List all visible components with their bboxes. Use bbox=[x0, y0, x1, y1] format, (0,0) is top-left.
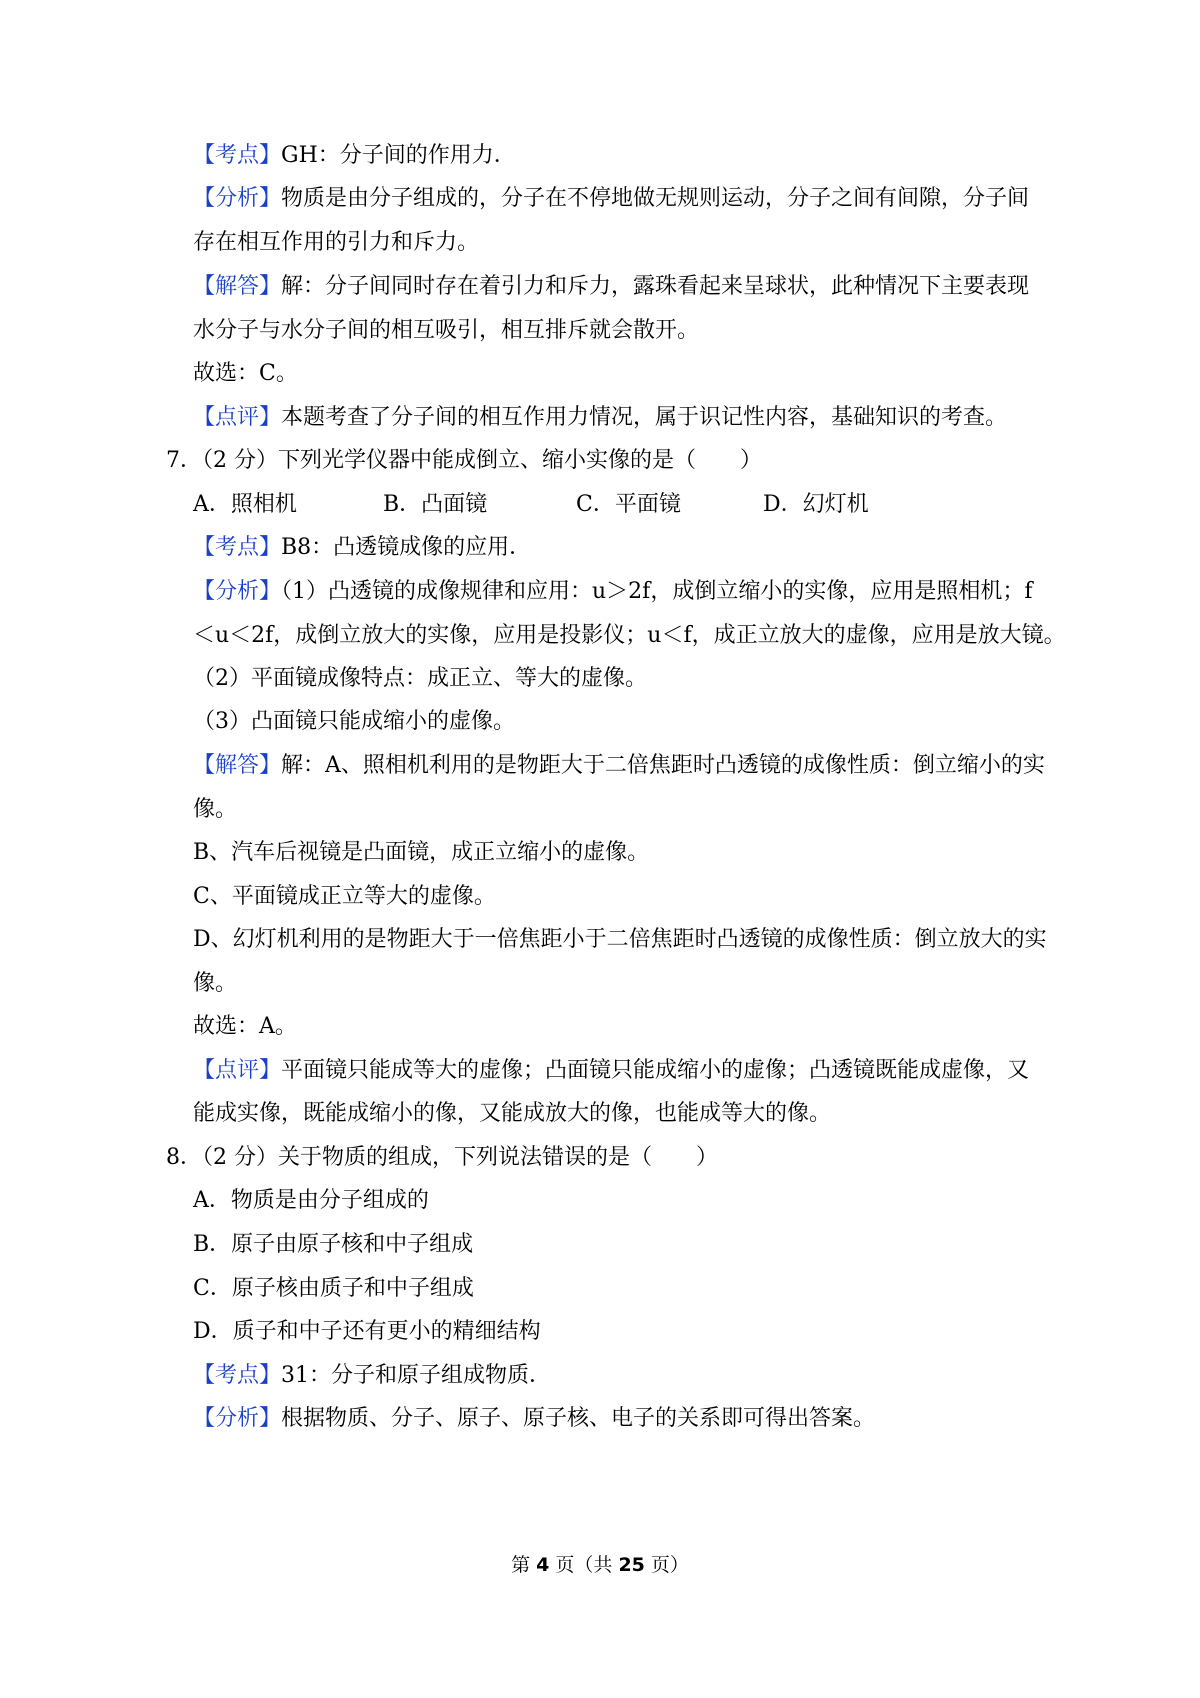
footer-suffix: 页） bbox=[644, 1554, 689, 1576]
text-line bbox=[193, 141, 516, 171]
option-a: A．照相机 bbox=[193, 492, 297, 517]
text-line bbox=[193, 1274, 474, 1304]
text-line bbox=[193, 1317, 541, 1347]
line-text: 根据物质、分子、原子、原子核、电子的关系即可得出答案。 bbox=[281, 1406, 876, 1431]
line-text: 平面镜只能成等大的虚像；凸面镜只能成缩小的虚像；凸透镜既能成虚像，又 bbox=[281, 1058, 1030, 1083]
line-text: 解：分子间同时存在着引力和斥力，露珠看起来呈球状，此种情况下主要表现 bbox=[281, 274, 1030, 299]
page-footer bbox=[0, 1552, 1200, 1578]
line-text: （2）平面镜成像特点：成正立、等大的虚像。 bbox=[193, 666, 647, 691]
text-line bbox=[193, 533, 531, 563]
line-text: A．物质是由分子组成的 bbox=[193, 1188, 429, 1213]
line-text: 存在相互作用的引力和斥力。 bbox=[193, 230, 480, 255]
text-line bbox=[193, 403, 1007, 433]
text-line bbox=[193, 1404, 875, 1434]
text-line bbox=[166, 1143, 718, 1173]
text-line bbox=[193, 1361, 551, 1391]
text-line bbox=[193, 751, 1045, 781]
text-line bbox=[193, 795, 237, 825]
text-line bbox=[193, 621, 1066, 651]
line-text: （3）凸面镜只能成缩小的虚像。 bbox=[193, 709, 515, 734]
text-line bbox=[166, 446, 762, 476]
line-text: 本题考查了分子间的相互作用力情况，属于识记性内容，基础知识的考查。 bbox=[281, 405, 1008, 430]
footer-prefix: 第 bbox=[511, 1554, 537, 1576]
section-tag: 【解答】 bbox=[193, 274, 282, 299]
section-tag: 【分析】 bbox=[193, 1406, 282, 1431]
line-text: B、汽车后视镜是凸面镜，成正立缩小的虚像。 bbox=[193, 840, 650, 865]
section-tag: 【分析】 bbox=[193, 186, 282, 211]
text-line bbox=[193, 184, 1029, 214]
line-text: 像。 bbox=[193, 971, 238, 996]
line-text: D．质子和中子还有更小的精细结构 bbox=[193, 1319, 541, 1344]
option-d: D．幻灯机 bbox=[763, 492, 869, 517]
line-text: 像。 bbox=[193, 797, 238, 822]
text-line bbox=[193, 1230, 473, 1260]
text-line bbox=[193, 707, 515, 737]
text-line bbox=[193, 925, 1047, 955]
footer-total-pages: 25 bbox=[618, 1554, 645, 1576]
section-tag: 【考点】 bbox=[193, 143, 282, 168]
line-text: （1）凸透镜的成像规律和应用：u＞2f，成倒立缩小的实像，应用是照相机；f bbox=[281, 579, 1033, 604]
line-text: B．原子由原子核和中子组成 bbox=[193, 1232, 474, 1257]
line-text: 能成实像，既能成缩小的像，又能成放大的像，也能成等大的像。 bbox=[193, 1101, 832, 1126]
text-line bbox=[193, 1012, 297, 1042]
section-tag: 【解答】 bbox=[193, 753, 282, 778]
text-line bbox=[193, 272, 1029, 302]
footer-page-number: 4 bbox=[536, 1554, 550, 1576]
section-tag: 【点评】 bbox=[193, 1058, 282, 1083]
option-b: B．凸面镜 bbox=[383, 492, 488, 517]
section-tag: 【点评】 bbox=[193, 405, 282, 430]
text-line bbox=[193, 228, 479, 258]
line-text: GH：分子间的作用力． bbox=[281, 143, 516, 168]
text-line bbox=[193, 664, 647, 694]
footer-middle: 页（共 bbox=[549, 1554, 619, 1576]
line-text: C、平面镜成正立等大的虚像。 bbox=[193, 884, 496, 909]
text-line bbox=[193, 1056, 1029, 1086]
text-line bbox=[193, 1099, 831, 1129]
text-line bbox=[193, 577, 1032, 607]
line-text: 故选：A。 bbox=[193, 1014, 297, 1039]
text-line bbox=[193, 359, 298, 389]
line-text: B8：凸透镜成像的应用． bbox=[281, 535, 532, 560]
text-line bbox=[193, 1186, 429, 1216]
section-tag: 【考点】 bbox=[193, 535, 282, 560]
section-tag: 【分析】 bbox=[193, 579, 282, 604]
line-text: 解：A、照相机利用的是物距大于二倍焦距时凸透镜的成像性质：倒立缩小的实 bbox=[281, 753, 1045, 778]
line-text: 故选：C。 bbox=[193, 361, 298, 386]
line-text: 水分子与水分子间的相互吸引，相互排斥就会散开。 bbox=[193, 318, 700, 343]
text-line bbox=[193, 882, 496, 912]
text-line bbox=[193, 316, 699, 346]
line-text: ＜u＜2f，成倒立放大的实像，应用是投影仪；u＜f，成正立放大的虚像，应用是放大镜。 bbox=[193, 623, 1066, 648]
line-text: 31：分子和原子组成物质． bbox=[281, 1363, 552, 1388]
line-text: 7．（2 分）下列光学仪器中能成倒立、缩小实像的是（ ） bbox=[166, 448, 762, 473]
line-text: 物质是由分子组成的，分子在不停地做无规则运动，分子之间有间隙，分子间 bbox=[281, 186, 1030, 211]
section-tag: 【考点】 bbox=[193, 1363, 282, 1388]
line-text: D、幻灯机利用的是物距大于一倍焦距小于二倍焦距时凸透镜的成像性质：倒立放大的实 bbox=[193, 927, 1047, 952]
text-line bbox=[193, 969, 237, 999]
text-line bbox=[193, 838, 649, 868]
option-c: C．平面镜 bbox=[576, 492, 681, 517]
line-text: 8．（2 分）关于物质的组成，下列说法错误的是（ ） bbox=[166, 1145, 718, 1170]
line-text: C．原子核由质子和中子组成 bbox=[193, 1276, 474, 1301]
